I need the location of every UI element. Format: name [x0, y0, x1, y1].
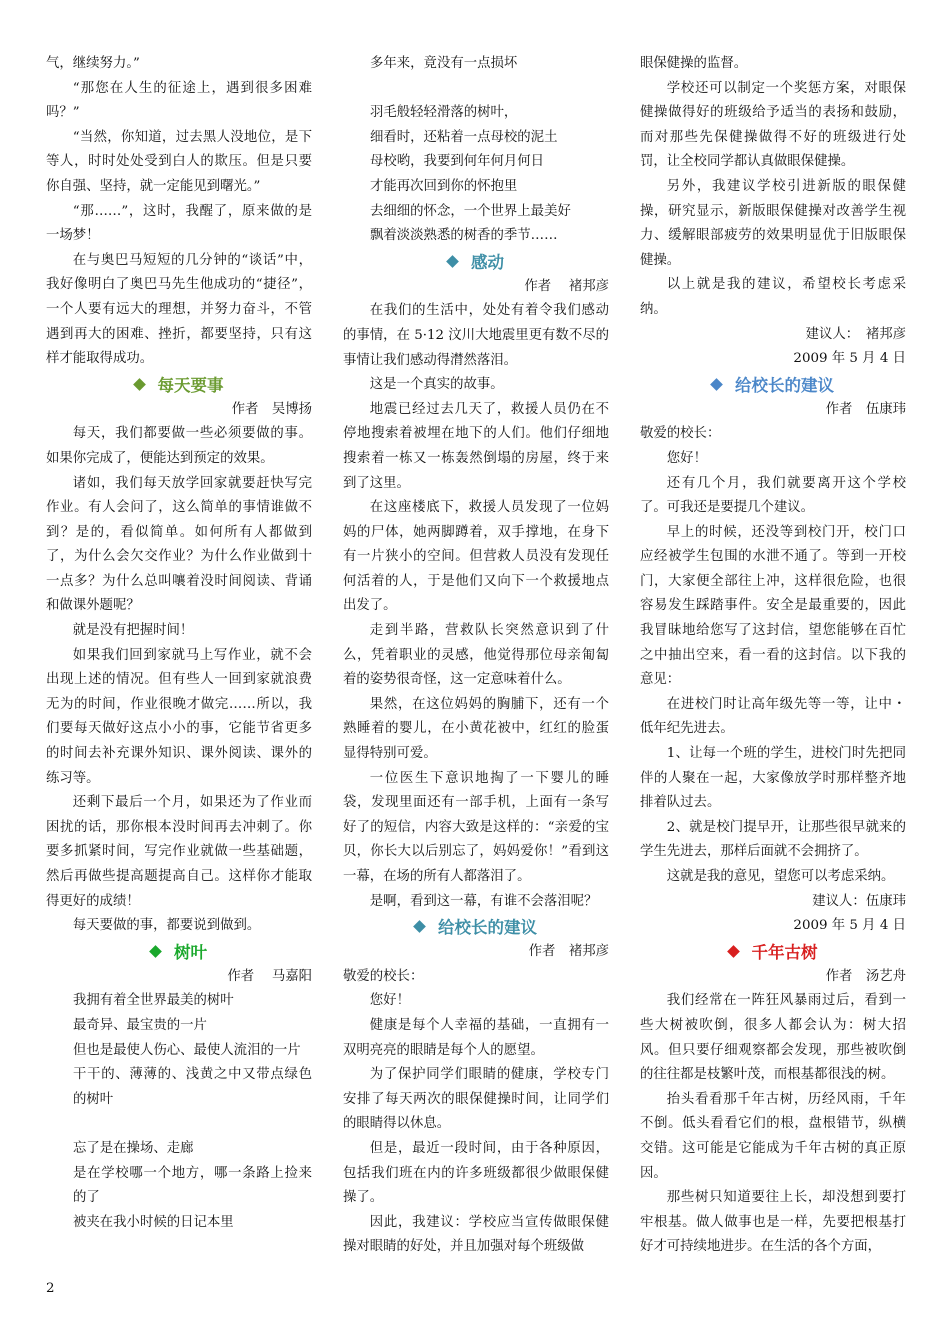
paragraph: 以上就是我的建议，希望校长考虑采纳。	[640, 277, 906, 317]
paragraph: 我们经常在一阵狂风暴雨过后，看到一些大树被吹倒，很多人都会认为：树大招风。但只要仔细观察都会发现，那些被吹倒的往往都是枝繁叶茂，而根基都很浅的树。	[640, 993, 906, 1083]
poem-line: 干干的、薄薄的、浅黄之中又带点绿色的树叶	[73, 1067, 312, 1107]
poem-line: 是在学校哪一个地方，哪一条路上捡来的了	[73, 1165, 312, 1206]
paragraph: 学校还可以制定一个奖惩方案，对眼保健操做得好的班级给予适当的表扬和鼓励，而对那些先保健操做得不好的班级进行处罚，让全校同学都认真做眼保健操。	[640, 80, 906, 170]
article-title	[46, 374, 312, 398]
poem-line: 母校哟，我要到何年何月何日	[370, 154, 545, 170]
paragraph: 您好！	[369, 993, 410, 1009]
paragraph: “那您在人生的征途上，遇到很多困难吗？”	[46, 80, 312, 121]
poem-line: 被夹在我小时候的日记本里	[73, 1214, 234, 1230]
article-title	[46, 941, 312, 965]
article-author: 作者 马嘉阳	[227, 968, 312, 984]
page-number: 2	[46, 1281, 55, 1296]
date: 2009 年 5 月 4 日	[793, 351, 906, 367]
paragraph: 2、就是校门提早开，让那些很早就来的学生先进去，那样后面就不会拥挤了。	[640, 819, 906, 860]
blank-line	[46, 1112, 312, 1137]
article-title-text: 千年古树	[751, 942, 818, 962]
article-title-text: 树叶	[174, 942, 207, 962]
diamond-bullet-icon	[727, 945, 740, 958]
paragraph: 果然，在这位妈妈的胸脯下，还有一个熟睡着的婴儿，在小黄花被中，红红的脸蛋显得特别可爱。	[343, 696, 609, 762]
paragraph: 在这座楼底下，救援人员发现了一位妈妈的尸体，她两脚蹲着，双手撑地，在身下有一片狭小的空间。但营救人员没有发现任何活着的人，于是他们又向下一个救援地点出发了。	[343, 500, 609, 614]
paragraph: 在与奥巴马短短的几分钟的“谈话”中，我好像明白了奥巴马先生他成功的“捷径”，一个人要有远大的理想，并努力奋斗，不管遇到再大的困难、挫折，都要坚持，只有这样才能取得成功。	[46, 252, 312, 367]
paragraph: 还有几个月，我们就要离开这个学校了。可我还是要提几个建议。	[640, 475, 906, 516]
paragraph: 如果我们回到家就马上写作业，就不会出现上述的情况。但有些人一回到家就浪费无为的时间，作业很晚才做完……所以，我们要每天做好这点小小的事，它能节省更多的时间去补充课外知识、课外阅读、课外的练习等。	[46, 647, 312, 786]
signature: 建议人：伍康玮	[812, 893, 906, 909]
poem-line: 飘着淡淡熟悉的树香的季节……	[370, 228, 558, 244]
paragraph: 这是一个真实的故事。	[369, 377, 504, 393]
poem-line: 才能再次回到你的怀抱里	[370, 178, 518, 194]
paragraph: 抬头看看那千年古树，历经风雨，千年不倒。低头看看它们的根，盘根错节，纵横交错。这可能是它能成为千年古树的真正原因。	[640, 1091, 906, 1181]
paragraph: 1、让每一个班的学生，进校门时先把同伴的人聚在一起，大家像放学时那样整齐地排着队过去。	[640, 746, 906, 811]
article-title-text: 每天要事	[157, 375, 224, 395]
paragraph: “当然，你知道，过去黑人没地位，是下等人，时时处处受到白人的欺压。但是只要你自强、坚持，就一定能见到曙光。”	[46, 129, 312, 194]
diamond-bullet-icon	[413, 920, 426, 933]
poem-line: 羽毛般轻轻滑落的树叶，	[370, 105, 518, 121]
paragraph: 是啊，看到这一幕，有谁不会落泪呢？	[369, 893, 598, 909]
paragraph: 眼保健操的监督。	[640, 56, 748, 71]
paragraph: 每天，我们都要做一些必须要做的事。如果你完成了，便能达到预定的效果。	[46, 426, 312, 466]
signature: 建议人： 褚邦彦	[805, 326, 906, 342]
paragraph: 还剩下最后一个月，如果还为了作业而困扰的话，那你根本没时间再去冲刺了。你要多抓紧时间，写完作业就做一些基础题，然后再做些提高题提高自己。这样你才能取得更好的成绩！	[46, 795, 312, 909]
paragraph: 为了保护同学们眼睛的健康，学校专门安排了每天两次的眼保健操时间，让同学们的眼睛得以休息。	[343, 1067, 609, 1132]
paragraph: 那些树只知道要往上长，却没想到要打牢根基。做人做事也是一样，先要把根基打好才可持续地进步。在生活的各个方面，	[640, 1190, 906, 1255]
article-author: 作者 伍康玮	[825, 401, 906, 417]
poem-line: 去细细的怀念，一个世界上最美好	[370, 203, 571, 219]
paragraph: 每天要做的事，都要说到做到。	[72, 918, 261, 934]
date: 2009 年 5 月 4 日	[793, 918, 906, 934]
article-author: 作者 褚邦彦	[528, 944, 609, 960]
article-title-text: 感动	[471, 252, 504, 272]
diamond-bullet-icon	[446, 255, 459, 268]
column-left	[46, 52, 312, 1235]
paragraph: 一位医生下意识地掏了一下婴儿的睡袋，发现里面还有一部手机，上面有一条写好了的短信，内容大致是这样的：“亲爱的宝贝，你长大以后别忘了，妈妈爱你！”看到这一幕，在场的所有人都落泪了。	[343, 770, 609, 884]
article-author: 作者 褚邦彦	[524, 278, 609, 294]
poem-line: 我拥有着全世界最美的树叶	[73, 993, 234, 1009]
paragraph: 在进校门时让高年级先等一等，让中・低年纪先进去。	[640, 696, 906, 737]
salutation: 敬爱的校长：	[343, 968, 424, 984]
paragraph: “那……”，这时，我醒了，原来做的是一场梦！	[46, 203, 312, 244]
column-middle	[343, 52, 609, 1260]
paragraph: 因此，我建议：学校应当宣传做眼保健操对眼睛的好处，并且加强对每个班级做	[343, 1214, 609, 1255]
poem-line: 最奇异、最宝贵的一片	[73, 1017, 207, 1033]
column-right	[640, 52, 906, 1260]
article-title-text: 给校长的建议	[735, 375, 834, 395]
article-author: 作者 吴博扬	[231, 401, 312, 417]
paragraph: 地震已经过去几天了，救援人员仍在不停地搜索着被埋在地下的人们。他们仔细地搜索着一栋又一栋轰然倒塌的房屋，终于来到了这里。	[343, 401, 609, 491]
article-title	[343, 916, 609, 940]
paragraph: 在我们的生活中，处处有着令我们感动的事情，在 5·12 汶川大地震里更有数不尽的事情让我们感动得潸然落泪。	[343, 303, 609, 368]
article-title-text: 给校长的建议	[438, 918, 537, 938]
diamond-bullet-icon	[710, 378, 723, 391]
poem-line: 忘了是在操场、走廊	[73, 1140, 194, 1156]
paragraph: 就是没有把握时间！	[72, 623, 194, 639]
paragraph: 您好！	[666, 450, 707, 466]
poem-line: 多年来，竟没有一点损坏	[370, 56, 518, 71]
paragraph: 另外，我建议学校引进新版的眼保健操，研究显示，新版眼保健操对改善学生视力、缓解眼部疲劳的效果明显优于旧版眼保健操。	[640, 178, 906, 268]
paragraph: 走到半路，营救队长突然意识到了什么，凭着职业的灵感，他觉得那位母亲匍匐着的姿势很奇怪，这一定意味着什么。	[343, 623, 609, 688]
diamond-bullet-icon	[149, 945, 162, 958]
paragraph: 诸如，我们每天放学回家就要赶快写完作业。有人会问了，这么简单的事情谁做不到？是的，看似简单。如何所有人都做到了，为什么会欠交作业？为什么作业做到十一点多？为什么总叫嚷着没时间阅读、背诵和做课外题呢？	[46, 475, 312, 614]
article-title	[640, 941, 906, 965]
blank-line	[343, 77, 609, 102]
paragraph: 这就是我的意见，望您可以考虑采纳。	[666, 869, 895, 884]
article-author: 作者 汤艺舟	[825, 968, 906, 984]
poem-line: 细看时，还粘着一点母校的泥土	[370, 129, 558, 145]
paragraph: 但是，最近一段时间，由于各种原因，包括我们班在内的许多班级都很少做眼保健操了。	[343, 1140, 609, 1206]
article-title	[343, 251, 609, 275]
article-title	[640, 374, 906, 398]
paragraph: 早上的时候，还没等到校门开，校门口应经被学生包围的水泄不通了。等到一开校门，大家便全部往上冲，这样很危险，也很容易发生踩踏事件。安全是最重要的，因此我冒昧地给您写了这封信，望您能够在百忙之中抽出空来，看一看的这封信。以下我的意见：	[640, 524, 906, 688]
paragraph: 气，继续努力。”	[46, 56, 140, 71]
salutation: 敬爱的校长：	[640, 426, 721, 442]
diamond-bullet-icon	[133, 378, 146, 391]
paragraph: 健康是每个人幸福的基础，一直拥有一双明亮亮的眼睛是每个人的愿望。	[343, 1017, 609, 1058]
poem-line: 但也是最使人伤心、最使人流泪的一片	[73, 1042, 301, 1058]
